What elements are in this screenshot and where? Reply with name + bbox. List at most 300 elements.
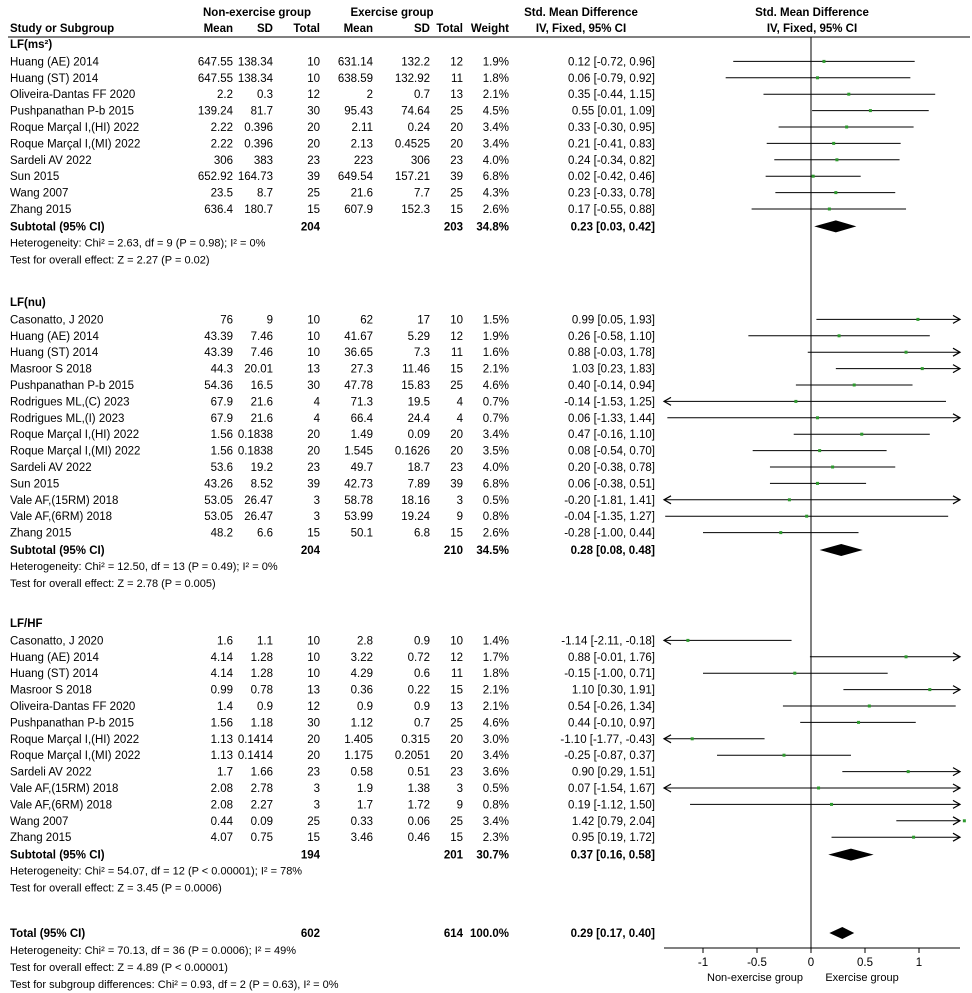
- weight: 0.8%: [482, 511, 509, 524]
- mean-2: 4.29: [350, 668, 373, 681]
- point-estimate: [812, 175, 815, 178]
- study-name: Oliveira-Dantas FF 2020: [10, 89, 136, 102]
- total-2: 25: [450, 815, 463, 828]
- sd-1: 0.3: [257, 89, 273, 102]
- effect-ci: 1.10 [0.30, 1.91]: [571, 684, 655, 697]
- effect-ci: 0.12 [-0.72, 0.96]: [568, 56, 655, 69]
- mean-1: 4.07: [210, 832, 233, 845]
- group1-header: Non-exercise group: [203, 7, 311, 19]
- mean-2: 95.43: [344, 105, 373, 118]
- effect-ci: 0.44 [-0.10, 0.97]: [568, 717, 655, 730]
- weight: 3.0%: [482, 733, 509, 746]
- weight: 2.1%: [482, 701, 509, 713]
- total-1: 30: [307, 380, 320, 392]
- subtotal-total-2: 210: [443, 545, 463, 557]
- study-name: Sardeli AV 2022: [10, 154, 92, 167]
- weight: 1.5%: [482, 314, 509, 327]
- sd-2: 0.51: [407, 766, 430, 779]
- total-1: 10: [307, 330, 320, 343]
- mean-2: 0.58: [350, 766, 373, 779]
- mean-2: 3.46: [350, 832, 373, 845]
- sd-2: 0.06: [407, 815, 430, 828]
- sd-2: 306: [410, 154, 430, 167]
- total-overall-effect-text: Test for overall effect: Z = 4.89 (P < 0.00001): [10, 962, 228, 974]
- point-estimate: [816, 482, 819, 485]
- study-name: Wang 2007: [10, 815, 69, 828]
- total-label: Total (95% CI): [10, 928, 86, 940]
- point-estimate: [907, 770, 910, 773]
- total-2: 39: [450, 171, 463, 184]
- mean-2: 47.78: [344, 380, 373, 392]
- sd-1: 0.9: [257, 701, 273, 713]
- study-name: Casonatto, J 2020: [10, 635, 104, 648]
- weight: 3.4%: [482, 815, 509, 828]
- point-estimate: [686, 639, 689, 642]
- total-1: 3: [313, 494, 320, 507]
- study-name: Pushpanathan P-b 2015: [10, 105, 135, 118]
- effect-ci: 0.19 [-1.12, 1.50]: [568, 799, 655, 812]
- sd-1: 1.66: [250, 766, 273, 779]
- sd-2: 1.38: [407, 783, 430, 795]
- weight: 6.8%: [482, 171, 509, 184]
- mean-1: 67.9: [210, 412, 233, 425]
- mean-1: 48.2: [210, 527, 233, 540]
- sd-1: 0.1838: [237, 429, 273, 442]
- total-1: 10: [307, 651, 320, 664]
- weight: 6.8%: [482, 478, 509, 491]
- mean-2: 3.22: [350, 651, 373, 664]
- study-name: Roque Marçal I,(HI) 2022: [10, 733, 140, 746]
- effect-ci: 0.55 [0.01, 1.09]: [571, 105, 655, 118]
- total-total-2: 614: [443, 928, 463, 940]
- mean-1: 139.24: [197, 105, 233, 118]
- effect-ci: 0.21 [-0.41, 0.83]: [568, 138, 655, 151]
- weight: 1.6%: [482, 347, 509, 360]
- weight: 1.8%: [482, 72, 509, 85]
- mean-2: 1.12: [350, 717, 373, 730]
- sd-1: 20.01: [244, 363, 273, 376]
- mean-2: 0.36: [350, 684, 373, 697]
- total-2: 23: [450, 766, 463, 779]
- mean-2: 49.7: [350, 462, 373, 474]
- mean-2: 1.405: [344, 733, 373, 746]
- total-2: 20: [450, 122, 463, 134]
- mean-1: 23.5: [210, 187, 233, 200]
- sd-1: 26.47: [244, 494, 273, 507]
- x-tick-label: 1: [915, 957, 923, 969]
- study-name: Rodrigues ML,(I) 2023: [10, 412, 125, 425]
- mean-1: 1.56: [210, 429, 233, 442]
- study-name: Vale AF,(15RM) 2018: [10, 494, 119, 507]
- total-1: 39: [307, 478, 320, 491]
- weight: 0.7%: [482, 412, 509, 425]
- total-1: 10: [307, 314, 320, 327]
- mean-1: 2.08: [210, 799, 233, 812]
- point-estimate: [818, 449, 821, 452]
- total-2: 12: [450, 330, 463, 343]
- weight: 3.4%: [482, 750, 509, 763]
- study-name: Vale AF,(15RM) 2018: [10, 783, 119, 795]
- total-2: 20: [450, 138, 463, 151]
- total-1: 30: [307, 717, 320, 730]
- effect-ci: -0.20 [-1.81, 1.41]: [564, 494, 655, 507]
- total-total-1: 602: [300, 928, 320, 940]
- group2-header: Exercise group: [350, 7, 434, 19]
- point-estimate: [860, 433, 863, 436]
- mean-2: 36.65: [344, 347, 373, 360]
- weight: 3.4%: [482, 122, 509, 134]
- mean-2: 1.9: [357, 783, 373, 795]
- total-2: 25: [450, 717, 463, 730]
- sd-2: 11.46: [402, 363, 430, 376]
- subgroup-heading: LF(ms²): [10, 39, 53, 51]
- overall-effect-text: Test for overall effect: Z = 2.78 (P = 0.005): [10, 578, 216, 590]
- study-name: Pushpanathan P-b 2015: [10, 717, 135, 730]
- point-estimate: [869, 109, 872, 112]
- sd-1: 1.1: [257, 635, 273, 648]
- total-weight: 100.0%: [469, 928, 509, 940]
- total-1: 15: [307, 832, 320, 845]
- weight: 4.3%: [482, 187, 509, 200]
- effect-ci: 0.40 [-0.14, 0.94]: [568, 380, 655, 392]
- sd-1: 8.52: [250, 478, 273, 491]
- sd-2: 0.46: [407, 832, 430, 845]
- sd-1: 8.7: [257, 187, 273, 200]
- sd-1: 6.6: [257, 527, 273, 540]
- mean-2: 58.78: [344, 494, 373, 507]
- study-name: Huang (ST) 2014: [10, 668, 99, 681]
- total-1: 15: [307, 204, 320, 216]
- mean-2: 1.49: [350, 429, 373, 442]
- effect-header-left: Std. Mean Difference: [524, 7, 638, 19]
- subtotal-total-1: 194: [300, 849, 320, 862]
- weight: 0.8%: [482, 799, 509, 812]
- total-1: 3: [313, 511, 320, 524]
- effect-ci: -0.14 [-1.53, 1.25]: [564, 396, 655, 409]
- sd-2: 7.3: [414, 347, 430, 360]
- point-estimate: [916, 318, 919, 321]
- study-name: Vale AF,(6RM) 2018: [10, 799, 113, 812]
- sd-2: 15.83: [401, 380, 430, 392]
- sd-1: 180.7: [244, 204, 273, 216]
- mean-2: 53.99: [344, 511, 373, 524]
- weight: 0.5%: [482, 494, 509, 507]
- sd-2: 0.4525: [394, 138, 430, 151]
- effect-ci: 0.06 [-0.79, 0.92]: [568, 72, 655, 85]
- sd-2: 0.1626: [394, 445, 430, 458]
- study-column-header: Study or Subgroup: [10, 23, 115, 35]
- mean-1: 1.13: [210, 750, 233, 763]
- study-name: Wang 2007: [10, 187, 69, 200]
- point-estimate: [817, 787, 820, 790]
- study-name: Huang (AE) 2014: [10, 651, 99, 664]
- total-2: 3: [456, 783, 463, 795]
- subtotal-total-1: 204: [300, 221, 320, 234]
- subgroup-heading: LF/HF: [10, 618, 43, 630]
- total2-column-header: Total: [436, 23, 463, 35]
- point-estimate: [831, 466, 834, 469]
- sd-1: 1.28: [250, 668, 273, 681]
- effect-ci: 0.90 [0.29, 1.51]: [571, 766, 655, 779]
- total-2: 15: [450, 363, 463, 376]
- total-2: 20: [450, 445, 463, 458]
- mean-2: 66.4: [350, 412, 373, 425]
- point-estimate: [788, 498, 791, 501]
- weight: 4.0%: [482, 154, 509, 167]
- sd-1: 0.396: [244, 138, 273, 151]
- total-2: 39: [450, 478, 463, 491]
- effect-ci: 0.17 [-0.55, 0.88]: [568, 204, 655, 216]
- total-2: 12: [450, 56, 463, 69]
- effect-ci: -0.04 [-1.35, 1.27]: [564, 511, 655, 524]
- mean-1: 67.9: [210, 396, 233, 409]
- weight: 3.6%: [482, 766, 509, 779]
- point-estimate: [783, 754, 786, 757]
- sd-1: 0.78: [250, 684, 273, 697]
- subtotal-diamond: [828, 849, 873, 861]
- mean-2: 0.33: [350, 815, 373, 828]
- overall-effect-text: Test for overall effect: Z = 3.45 (P = 0.0006): [10, 882, 222, 895]
- plot-marks: [664, 60, 966, 939]
- effect-ci: 0.35 [-0.44, 1.15]: [568, 89, 655, 102]
- effect-ci: -1.10 [-1.77, -0.43]: [560, 733, 655, 746]
- sd-2: 152.3: [401, 204, 430, 216]
- total-1: 20: [307, 429, 320, 442]
- sd-2: 18.7: [407, 462, 430, 474]
- sd-2: 0.24: [407, 122, 430, 134]
- effect-subheader-left: IV, Fixed, 95% CI: [535, 23, 627, 35]
- mean-1: 4.14: [210, 668, 233, 681]
- mean-2: 2.11: [351, 122, 373, 134]
- total-1: 10: [307, 635, 320, 648]
- study-name: Rodrigues ML,(C) 2023: [10, 396, 130, 409]
- sd-1: 164.73: [237, 171, 273, 184]
- effect-ci: 0.06 [-1.33, 1.44]: [568, 412, 655, 425]
- sd-2: 0.7: [414, 717, 430, 730]
- sd-1: 383: [253, 154, 273, 167]
- effect-ci: -0.28 [-1.00, 0.44]: [564, 527, 655, 540]
- subtotal-total-2: 201: [443, 849, 463, 862]
- sd-1: 19.2: [250, 462, 273, 474]
- total-2: 11: [451, 668, 463, 681]
- weight: 4.6%: [482, 717, 509, 730]
- sd-1: 81.7: [250, 105, 273, 118]
- sd-1: 0.09: [250, 815, 273, 828]
- mean-1: 1.4: [217, 701, 233, 713]
- point-estimate: [868, 705, 871, 708]
- total-2: 11: [451, 72, 463, 85]
- weight: 1.9%: [482, 330, 509, 343]
- mean-1: 44.3: [210, 363, 233, 376]
- total-2: 15: [450, 832, 463, 845]
- sd-1: 9: [266, 314, 273, 327]
- mean-2: 27.3: [350, 363, 373, 376]
- column-headers: [8, 7, 970, 37]
- sd-2: 17: [417, 314, 430, 327]
- study-name: Roque Marçal I,(HI) 2022: [10, 122, 140, 134]
- mean-1: 43.39: [204, 330, 233, 343]
- total-2: 23: [450, 154, 463, 167]
- heterogeneity-text: Heterogeneity: Chi² = 12.50, df = 13 (P = 0.49); I² = 0%: [10, 561, 278, 573]
- sd-1: 0.1414: [237, 750, 273, 763]
- subtotal-effect-ci: 0.28 [0.08, 0.48]: [570, 545, 655, 557]
- effect-ci: 0.99 [0.05, 1.93]: [571, 314, 655, 327]
- point-estimate: [845, 126, 848, 129]
- weight-column-header: Weight: [470, 23, 509, 35]
- total-2: 15: [450, 527, 463, 540]
- weight: 2.1%: [482, 89, 509, 102]
- total-2: 3: [456, 494, 463, 507]
- total-2: 20: [450, 733, 463, 746]
- study-name: Zhang 2015: [10, 204, 72, 216]
- weight: 4.5%: [482, 105, 509, 118]
- sd-1: 7.46: [250, 330, 273, 343]
- sd-1: 7.46: [250, 347, 273, 360]
- mean-1: 1.56: [210, 445, 233, 458]
- study-name: Huang (ST) 2014: [10, 72, 99, 85]
- effect-header-right: Std. Mean Difference: [755, 7, 869, 19]
- weight: 4.0%: [482, 462, 509, 474]
- mean-2: 2.8: [357, 635, 373, 648]
- weight: 1.7%: [482, 651, 509, 664]
- study-name: Pushpanathan P-b 2015: [10, 380, 135, 392]
- point-estimate: [963, 819, 966, 822]
- total-2: 20: [450, 429, 463, 442]
- sd-1: 1.18: [250, 717, 273, 730]
- sd-1: 2.78: [250, 783, 273, 795]
- sd-1: 1.28: [250, 651, 273, 664]
- total-1: 20: [307, 445, 320, 458]
- effect-ci: 0.24 [-0.34, 0.82]: [568, 154, 655, 167]
- study-name: Sardeli AV 2022: [10, 766, 92, 779]
- sd-1: 26.47: [244, 511, 273, 524]
- total-2: 4: [456, 396, 463, 409]
- point-estimate: [816, 416, 819, 419]
- total-2: 9: [456, 511, 463, 524]
- sd-1: 138.34: [237, 56, 273, 69]
- total-2: 13: [450, 89, 463, 102]
- total-2: 23: [450, 462, 463, 474]
- subtotal-diamond: [814, 220, 856, 232]
- sd-1: 16.5: [250, 380, 273, 392]
- mean2-column-header: Mean: [343, 23, 373, 35]
- sd-1: 0.396: [244, 122, 273, 134]
- sd2-column-header: SD: [414, 23, 430, 35]
- total-1: 13: [307, 363, 320, 376]
- mean-2: 50.1: [350, 527, 373, 540]
- total-2: 11: [451, 347, 463, 360]
- sd-2: 0.7: [414, 89, 430, 102]
- sd-2: 0.9: [414, 635, 430, 648]
- subgroup-differences-text: Test for subgroup differences: Chi² = 0.93, df = 2 (P = 0.63), I² = 0%: [10, 979, 339, 991]
- effect-ci: 0.20 [-0.38, 0.78]: [568, 462, 655, 474]
- effect-ci: -0.15 [-1.00, 0.71]: [564, 668, 655, 681]
- total-1: 12: [307, 89, 320, 102]
- mean-2: 223: [353, 154, 373, 167]
- study-name: Sardeli AV 2022: [10, 462, 92, 474]
- total-1: 20: [307, 750, 320, 763]
- mean-1: 53.6: [210, 462, 233, 474]
- mean-1: 53.05: [204, 511, 233, 524]
- total-1: 10: [307, 347, 320, 360]
- weight: 0.5%: [482, 783, 509, 795]
- effect-subheader-right: IV, Fixed, 95% CI: [766, 23, 858, 35]
- mean-1: 43.39: [204, 347, 233, 360]
- total-1: 12: [307, 701, 320, 713]
- subtotal-weight: 34.8%: [476, 221, 509, 234]
- x-tick-label: 0.5: [857, 957, 873, 969]
- point-estimate: [822, 60, 825, 63]
- total-heterogeneity-text: Heterogeneity: Chi² = 70.13, df = 36 (P = 0.0006); I² = 49%: [10, 945, 296, 957]
- total-1: 23: [307, 462, 320, 474]
- total-diamond: [829, 927, 854, 939]
- sd-2: 132.92: [394, 72, 430, 85]
- study-name: Huang (AE) 2014: [10, 56, 99, 69]
- point-estimate: [691, 737, 694, 740]
- point-estimate: [793, 672, 796, 675]
- sd-1: 0.1414: [237, 733, 273, 746]
- total-1: 20: [307, 733, 320, 746]
- effect-ci: -0.25 [-0.87, 0.37]: [564, 750, 655, 763]
- sd-2: 19.24: [401, 511, 430, 524]
- weight: 2.6%: [482, 527, 509, 540]
- weight: 1.9%: [482, 56, 509, 69]
- total-2: 25: [450, 105, 463, 118]
- point-estimate: [834, 191, 837, 194]
- weight: 2.3%: [482, 832, 509, 845]
- effect-ci: 0.02 [-0.42, 0.46]: [568, 171, 655, 184]
- point-estimate: [853, 384, 856, 387]
- subtotal-total-1: 204: [300, 545, 320, 557]
- study-name: Vale AF,(6RM) 2018: [10, 511, 113, 524]
- sd-1: 0.75: [250, 832, 273, 845]
- mean-1: 2.22: [210, 122, 233, 134]
- weight: 3.4%: [482, 429, 509, 442]
- total-1: 30: [307, 105, 320, 118]
- study-name: Masroor S 2018: [10, 363, 92, 376]
- study-name: Zhang 2015: [10, 832, 72, 845]
- sd-2: 0.22: [407, 684, 430, 697]
- total-1: 10: [307, 56, 320, 69]
- point-estimate: [794, 400, 797, 403]
- total-1: 25: [307, 187, 320, 200]
- effect-ci: 0.23 [-0.33, 0.78]: [568, 187, 655, 200]
- mean-1: 4.14: [210, 651, 233, 664]
- mean-1: 76: [220, 314, 233, 327]
- mean-1: 1.56: [210, 717, 233, 730]
- point-estimate: [832, 142, 835, 145]
- study-name: Sun 2015: [10, 478, 60, 491]
- mean-1: 647.55: [197, 56, 233, 69]
- sd-2: 6.8: [414, 527, 430, 540]
- subtotal-weight: 30.7%: [476, 849, 509, 862]
- weight: 4.6%: [482, 380, 509, 392]
- sd-1: 2.27: [250, 799, 273, 812]
- mean-2: 649.54: [337, 171, 373, 184]
- point-estimate: [928, 688, 931, 691]
- subtotal-label: Subtotal (95% CI): [10, 221, 105, 234]
- total-1: 3: [313, 799, 320, 812]
- total-1: 39: [307, 171, 320, 184]
- sd-2: 157.21: [394, 171, 430, 184]
- total-2: 20: [450, 750, 463, 763]
- effect-ci: 0.47 [-0.16, 1.10]: [568, 429, 655, 442]
- mean-2: 21.6: [350, 187, 373, 200]
- mean-2: 607.9: [344, 204, 373, 216]
- study-name: Huang (ST) 2014: [10, 347, 99, 360]
- mean-1: 1.6: [217, 635, 233, 648]
- point-estimate: [779, 531, 782, 534]
